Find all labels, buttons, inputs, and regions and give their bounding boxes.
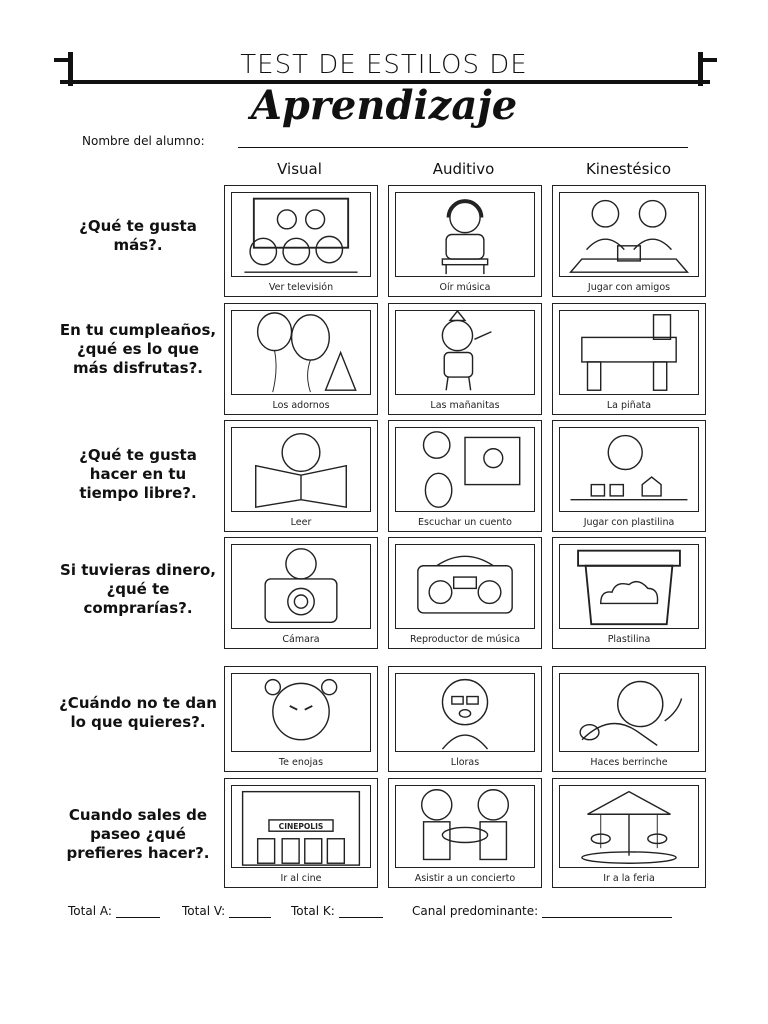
singing-child-illustration [396,311,534,394]
option-ir-al-cine[interactable] [224,778,378,888]
canal-predominante-field[interactable] [542,917,672,918]
canal-predominante [412,904,672,918]
question-5: ¿Cuándo no te dan lo que quieres?. [59,694,217,731]
cinema-sign-text: CINEPOLIS [278,821,324,831]
total-a-label: Total A: [68,904,112,918]
option-asistir-a-un-concierto[interactable] [388,778,542,888]
total-k [291,904,383,918]
option-las-mananitas[interactable] [388,303,542,415]
option-caption: Haces berrinche [590,757,668,768]
option-caption: Te enojas [278,757,324,768]
total-k-field[interactable] [339,917,383,918]
angry-child-illustration [232,674,370,751]
pinata-illustration [560,311,698,394]
student-name-label: Nombre del alumno: [82,134,205,148]
tantrum-illustration [560,674,698,751]
option-la-pinata[interactable] [552,303,706,415]
option-caption: Reproductor de música [409,634,521,645]
option-plastilina[interactable] [552,537,706,649]
option-caption: Jugar con plastilina [583,517,675,528]
balloons-illustration [232,311,370,394]
column-kinestesico: Kinestésico [585,160,672,178]
option-reproductor-de-musica[interactable] [388,537,542,649]
page-subtitle: Aprendizaje [250,82,518,129]
crying-child-illustration [396,674,534,751]
option-caption: Las mañanitas [430,400,500,411]
option-haces-berrinche[interactable] [552,666,706,772]
page-title: TEST DE ESTILOS DE [240,50,528,80]
option-caption: Ver televisión [268,282,334,293]
total-a [68,904,160,918]
total-v-label: Total V: [182,904,226,918]
option-caption: Cámara [282,634,320,645]
friends-illustration [560,193,698,276]
option-caption: Lloras [450,757,480,768]
option-jugar-con-plastilina[interactable] [552,420,706,532]
question-4: Si tuvieras dinero, ¿qué te comprarías?. [60,561,216,617]
option-caption: La piñata [606,400,652,411]
option-caption: Escuchar un cuento [418,517,512,528]
option-caption: Asistir a un concierto [414,873,516,884]
option-caption: Ir a la feria [603,873,655,884]
radio-illustration [396,545,534,628]
clay-tub-illustration [560,545,698,628]
reading-illustration [232,428,370,511]
option-caption: Plastilina [607,634,651,645]
option-caption: Los adornos [272,400,330,411]
concert-illustration [396,786,534,867]
question-3: ¿Qué te gusta hacer en tu tiempo libre?. [79,446,197,502]
option-jugar-con-amigos[interactable] [552,185,706,297]
music-illustration [396,193,534,276]
camera-illustration [232,545,370,628]
story-illustration [396,428,534,511]
carousel-illustration [560,786,698,867]
option-caption: Oír música [439,282,491,293]
option-caption: Ir al cine [280,873,322,884]
cinema-illustration [232,786,370,867]
total-v-field[interactable] [229,917,271,918]
total-v [182,904,271,918]
option-camara[interactable] [224,537,378,649]
option-oir-musica[interactable] [388,185,542,297]
option-escuchar-un-cuento[interactable] [388,420,542,532]
option-los-adornos[interactable] [224,303,378,415]
television-illustration [232,193,370,276]
question-1: ¿Qué te gusta más?. [79,217,197,254]
column-visual: Visual [277,160,322,178]
option-ver-television[interactable] [224,185,378,297]
total-a-field[interactable] [116,917,160,918]
question-6: Cuando sales de paseo ¿qué prefieres hacer?. [66,806,210,862]
question-2: En tu cumpleaños, ¿qué es lo que más disfrutas?. [59,321,217,377]
option-leer[interactable] [224,420,378,532]
canal-predominante-label: Canal predominante: [412,904,539,918]
column-auditivo: Auditivo [432,160,495,178]
option-caption: Jugar con amigos [587,282,671,293]
option-caption: Leer [290,517,312,528]
option-lloras[interactable] [388,666,542,772]
option-te-enojas[interactable] [224,666,378,772]
clay-play-illustration [560,428,698,511]
total-k-label: Total K: [291,904,335,918]
option-ir-a-la-feria[interactable] [552,778,706,888]
student-name-field[interactable] [238,147,688,148]
